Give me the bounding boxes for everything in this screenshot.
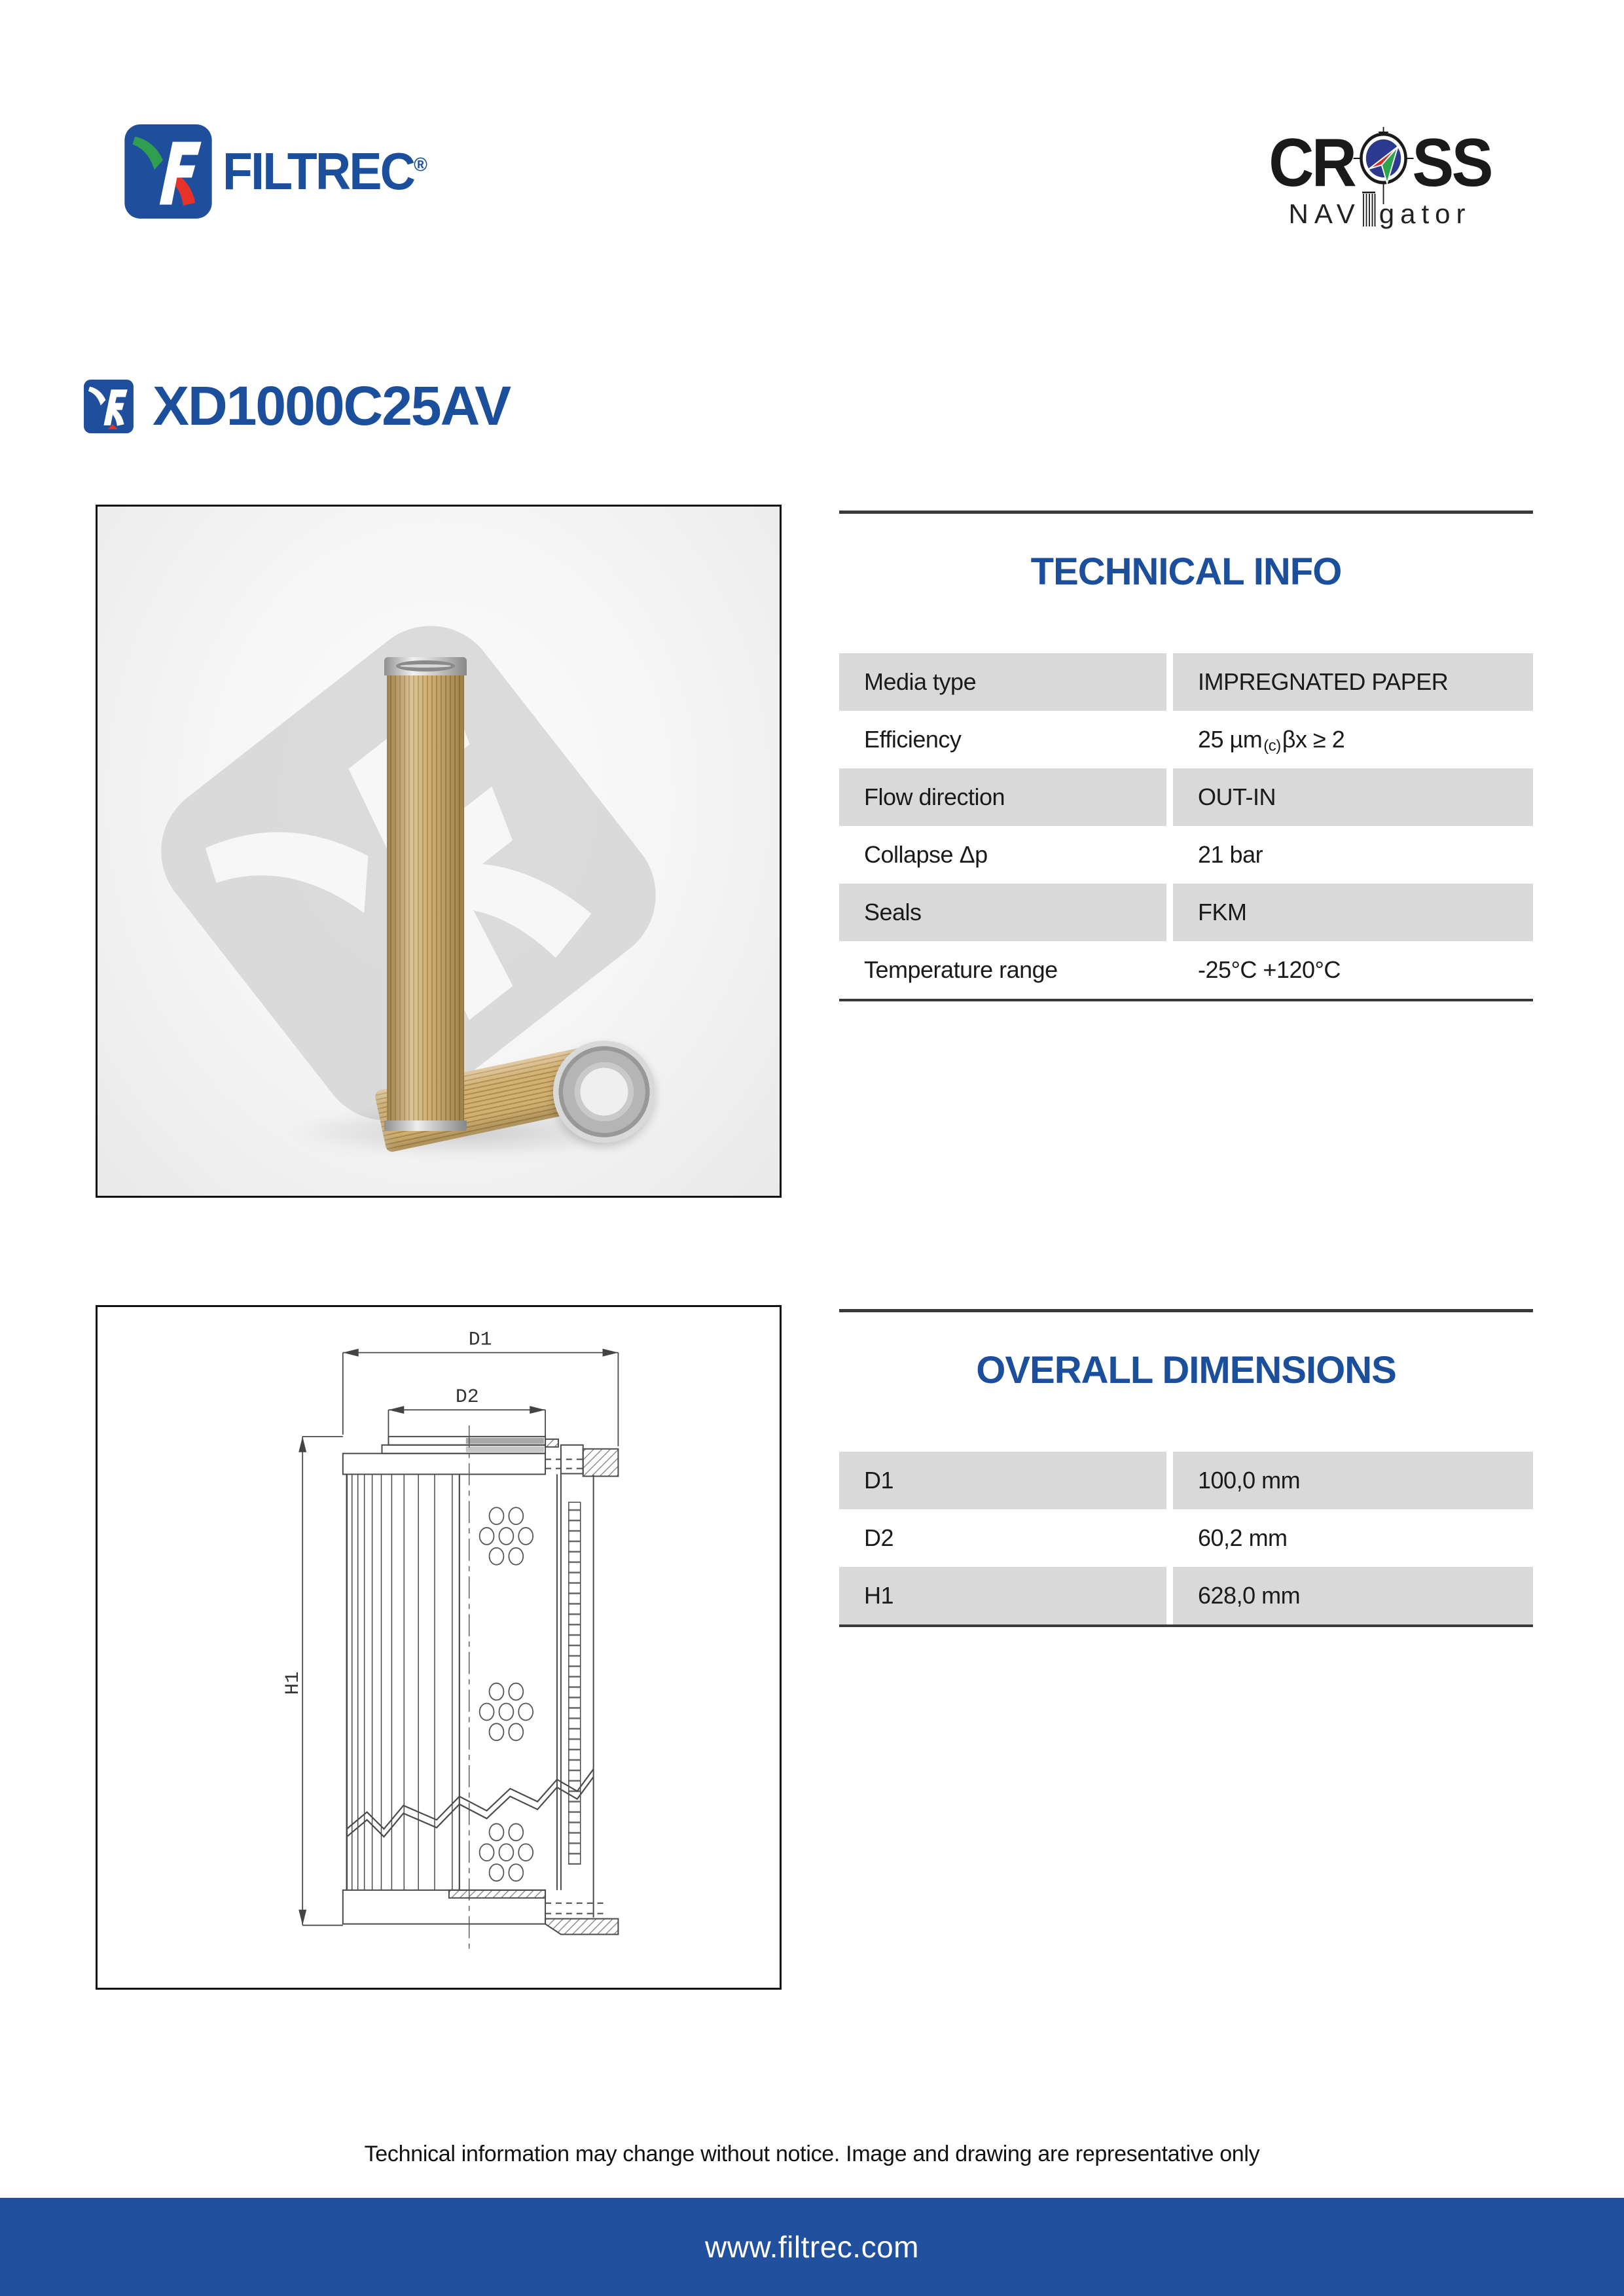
row-value: FKM bbox=[1173, 884, 1533, 941]
technical-info-section bbox=[839, 511, 1533, 1001]
row-label: Collapse Δp bbox=[864, 841, 988, 868]
website-url[interactable]: www.filtrec.com bbox=[705, 2230, 919, 2264]
filter-cartridge-vertical bbox=[387, 657, 464, 1131]
row-value: 100,0 mm bbox=[1173, 1452, 1533, 1509]
row-label: Efficiency bbox=[864, 726, 962, 753]
filtrec-wordmark-text: FILTREC bbox=[223, 142, 414, 200]
cross-navigator-logo bbox=[1249, 124, 1511, 233]
product-code-icon bbox=[83, 380, 134, 433]
table-row bbox=[839, 941, 1533, 999]
row-label: Flow direction bbox=[839, 768, 1166, 826]
overall-dimensions-section bbox=[839, 1309, 1533, 1627]
drawing-dimension-d2-label: D2 bbox=[455, 1386, 479, 1408]
cartridge-bottom-cap bbox=[384, 1121, 467, 1131]
perforation-holes bbox=[480, 1507, 533, 1881]
table-row bbox=[839, 884, 1533, 941]
drawing-dimension-d1-label: D1 bbox=[468, 1328, 492, 1351]
cartridge-open-ring bbox=[396, 660, 456, 672]
cartridge-top-cap bbox=[384, 657, 467, 675]
navigator-text-left: NAV bbox=[1288, 198, 1361, 229]
product-title-row bbox=[83, 374, 510, 438]
technical-info-heading: TECHNICAL INFO bbox=[1030, 550, 1342, 593]
efficiency-suffix: βx ≥ 2 bbox=[1282, 726, 1345, 753]
filter-section-outline bbox=[343, 1426, 619, 1950]
row-label: D1 bbox=[839, 1452, 1166, 1509]
row-label: Seals bbox=[839, 884, 1166, 941]
overall-dimensions-heading: OVERALL DIMENSIONS bbox=[976, 1349, 1396, 1391]
technical-info-table bbox=[839, 653, 1533, 1001]
row-value: 60,2 mm bbox=[1198, 1524, 1288, 1551]
cross-wordmark bbox=[1259, 124, 1500, 202]
filtrec-logo bbox=[124, 124, 441, 219]
filter-endcap-icon bbox=[553, 1041, 655, 1143]
footer-note: Technical information may change without notice. Image and drawing are representative only bbox=[364, 2142, 1260, 2166]
row-value: 628,0 mm bbox=[1173, 1567, 1533, 1624]
efficiency-prefix: 25 µm bbox=[1198, 726, 1263, 753]
overall-dimensions-table bbox=[839, 1452, 1533, 1627]
table-row bbox=[839, 1567, 1533, 1624]
table-row bbox=[839, 653, 1533, 711]
row-value bbox=[1173, 711, 1533, 768]
table-row bbox=[839, 826, 1533, 884]
table-row bbox=[839, 1509, 1533, 1567]
row-label: Media type bbox=[839, 653, 1166, 711]
column-icon bbox=[1361, 191, 1377, 229]
navigator-text-right: gator bbox=[1379, 198, 1471, 229]
page-title: XD1000C25AV bbox=[153, 375, 511, 437]
table-row bbox=[839, 1452, 1533, 1509]
efficiency-subscript: (c) bbox=[1263, 737, 1281, 755]
row-label: H1 bbox=[839, 1567, 1166, 1624]
row-label: Temperature range bbox=[864, 956, 1058, 983]
section-top-rule bbox=[839, 1309, 1533, 1312]
row-value: IMPREGNATED PAPER bbox=[1173, 653, 1533, 711]
filtrec-wordmark bbox=[223, 141, 427, 202]
footer-bar bbox=[0, 2198, 1624, 2296]
registered-mark: ® bbox=[414, 154, 427, 176]
section-top-rule bbox=[839, 511, 1533, 514]
product-photo bbox=[96, 505, 782, 1198]
cartridge-shading bbox=[387, 657, 464, 1131]
row-label: D2 bbox=[864, 1524, 894, 1551]
section-bottom-rule bbox=[839, 999, 1533, 1001]
cross-text-right: SS bbox=[1412, 125, 1491, 201]
cross-text-left: CR bbox=[1269, 125, 1355, 201]
row-value: OUT-IN bbox=[1173, 768, 1533, 826]
technical-drawing bbox=[96, 1305, 782, 1990]
section-bottom-rule bbox=[839, 1624, 1533, 1627]
table-row bbox=[839, 768, 1533, 826]
drawing-dimension-h1-label: H1 bbox=[281, 1671, 304, 1695]
table-row bbox=[839, 711, 1533, 768]
row-value: 21 bar bbox=[1198, 841, 1263, 868]
row-value: -25°C +120°C bbox=[1198, 956, 1341, 983]
filtrec-mark-icon bbox=[124, 124, 212, 219]
